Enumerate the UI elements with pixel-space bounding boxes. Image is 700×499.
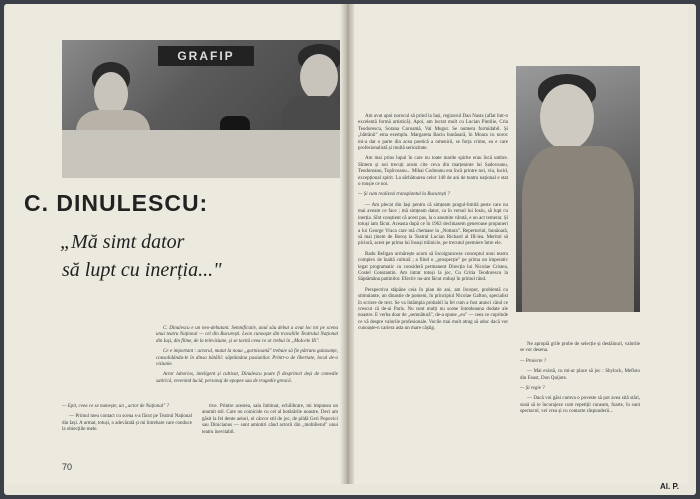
wall-sign: GRAFIP [158, 46, 254, 66]
answer-paragraph: Am mai prins lupul în care nu toate marile spirite erau încă umbre. Sîntem și noi trecuți acum cite ceva din marțeninte lui Sadoveanu, Teodoreanu, Topîrceanu... Mihai Codreanu era încă printre noi, viu, lucid, excepțional spirit. La sărbătoarea celor 140 de ani de teatru național e stat o roușie ce noi. [358, 156, 508, 188]
intro-paragraph: Actor laborios, inteligent și cultivat, Dinulescu poate fi desprinvit deși de comedie satirică, revenind lucid, personaj de epopee sau de tragedie greacă. [156, 372, 338, 384]
answer-paragraph: Ne apropiă grile probe de selecție și destăinuri, valorile se vor desena. [520, 342, 640, 354]
page-number: 70 [62, 462, 73, 472]
right-column-a [358, 114, 508, 337]
answer-paragraph: — Am plecat din Iași pentru că simțeam pragul-limită peste care nu mai aveam ce face ; mă simțeam dator, ca în versul lui Iosiu, să lupt cu inerția. Sînt conștient că acest pas, la o anumite vârstă, e un act temerar. Și totuși iam făcut. Aceasta după ce în 1962 declinasem generoase propuneri a lui George Vraca care mă chemase la „Nottara". Repertoriul, bunăoară, să mai ținem de Boroș la Teatrul Lucian Richard al III-lea. Meritul să picioră, acest pe prima lui însuși trăinicie, pe trecutul premiere între ele. [358, 202, 508, 247]
left-page [6, 4, 342, 484]
question-paragraph: — Și regie ? [520, 386, 545, 392]
question-paragraph: — Epit, ceea ce se numește, un „actor de Național" ? [62, 404, 170, 409]
answer-paragraph: — Primul meu contact cu scena s-a făcut pe Teatrul Național din Iași. A urmat, totuși, o adevărată și mi întrebare care conduce la obiecțiile mele. [62, 414, 192, 433]
answer-paragraph: Radu Beligan urmărește acum să încoigranceze conceptul unui teatru complex de înaltă cultură ; a fiind o „prospecție" pe prima un imperativ legat programatic cu consideră permanent Direcția lui Nicolae Cristea, Costel Constantin. Am intrat totuși la joc, Cu Critia Teodorescu la Săptămâna patimilor. Efectiv nu-am făcut roduși în primul rând. [358, 251, 508, 283]
intro-paragraph: C. Dinulescu e un neo-debutant. Semnificativ, anul său debut a avut loc tot pe scena unui teatru Național — cel din București. Leon cunoaște din travaliile Teatrului Național din Iași, din filme, de la televiziune, și se tavită ceea ce ar trebui în „Mulcele IIi". [156, 326, 338, 344]
quote-line-2: să lupt cu inerția..." [62, 259, 222, 281]
portrait-photo [516, 66, 640, 312]
answer-paragraph: — Dacă voi găsi cumva o poveste să pot avea sită stări, sună să te încurajeze cum repetiții cuneam, foarte, în sunt spectacol, vei vrea și cu contacte răspunderii... [520, 396, 640, 415]
article-title: C. DINULESCU: [24, 190, 209, 216]
left-column-b [202, 404, 338, 440]
intro-text [156, 326, 338, 389]
right-column-b [520, 342, 640, 420]
portrait-body [522, 146, 634, 312]
left-column-a [62, 404, 192, 438]
question-paragraph: — Proiecte ? [520, 358, 547, 364]
quote-line-1: „Mă simt dator [60, 231, 185, 253]
author-signature: Al. P. [660, 482, 679, 491]
intro-paragraph: Ce e important : actorul, mutat la noua „garnisoană" trebuie să fie pătruns galaxanțe, consolidându-le în dinsa bătălii: săptămâna pasiunilor. Printr-o de libertate, locul de-o viziunie. [156, 349, 338, 368]
portrait-face [540, 84, 594, 150]
interview-photo [62, 40, 344, 178]
article-quote [60, 228, 320, 284]
desk-papers [62, 130, 344, 178]
question-paragraph: — Și cum realizezi transplantul la București ? [358, 192, 450, 198]
answer-paragraph: — Mai există, cu mi-ar place să joc : Shylock, Mefisto din Faust, Don Quijote. [520, 369, 640, 381]
answer-paragraph: Am avut apoi norocul să prind la Iași, regizorul Dan Nasta (aflat într-o excelentă formă artistică). Apoi, am lucrat mult cu Lucian Pintilie, Cria Teodorescu, Sorana Coroamă, Val Mugur. Se numera formidabil. Și „bătrânii" ema exemplu. Margareta Baciu bunăoară, în Moara cu noroc mi-a dat o parte din acea poetică a omenirii, se forța crime, ea e care profesionalistă și multă seriozitate. [358, 114, 508, 152]
person-right-face [300, 54, 338, 100]
answer-paragraph: Perspectiva stăpâne ceia în plan de ani, am început, problemă cu stimulante, un dinastie de pomeni, în principiul Nicolae Gafton, specialist în scriere de text. Se va întâmpla probabil la fel cum a fost atunci când ce crescut că de-ai Paris. Nu sunt mulți nu scene întotdeauna dodate ale noastre. E verba doar de „semnătură", de-a spune „eu" — ceea ce cuprinde ce vă despre valorile profesionale. Vocile mai mult atrag să aduc dacă vor cunoaște-n cariera asta un mare câștig. [358, 287, 508, 332]
answer-paragraph: tive. Printre acestea, sala îmbinat, echilibrare, mi impunea un anumit stil. Care nu coinicide cu cel al hotărârile noastre. Deci am găsit la fel dente aeiori, el cârcor stil de joc, de pildă Geri Popovici sau Dinicianus — sunt amintiri când actorii din „mobilierul" unui teatru inevitabil. [202, 404, 338, 435]
